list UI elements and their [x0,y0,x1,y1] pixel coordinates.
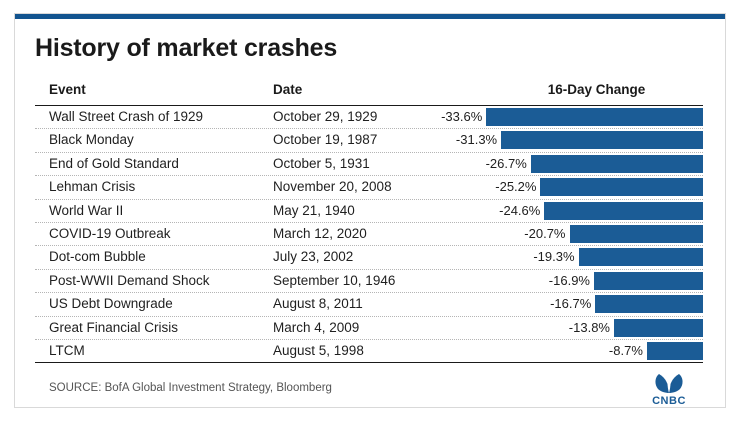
table-row [35,340,703,363]
cell-date: October 5, 1931 [273,155,370,171]
cell-event: Wall Street Crash of 1929 [49,109,204,124]
source-note: SOURCE: BofA Global Investment Strategy, Bloomberg [49,382,332,394]
cell-date: March 12, 2020 [273,225,367,241]
bar [544,202,703,220]
bar [570,225,704,243]
cell-event: Great Financial Crisis [49,319,179,335]
bar-cell [470,340,703,362]
bar-value-label: -25.2% [495,179,537,195]
bar-value-label: -31.3% [455,132,498,148]
bar [540,178,703,196]
bar-value-label: -16.9% [548,272,590,288]
bar [595,295,703,313]
table-row [35,153,703,176]
bar-cell [455,129,703,151]
table-row [35,317,703,340]
table-row [35,223,703,246]
cell-event: US Debt Downgrade [49,296,173,312]
cell-date: October 29, 1929 [273,109,378,124]
bar-value-label: -13.8% [568,319,610,335]
bar-cell [470,176,703,198]
bar-value-label: -8.7% [608,342,643,358]
cell-event: Post-WWII Demand Shock [49,272,210,288]
cell-event: LTCM [49,342,85,358]
accent-bar [15,14,725,19]
cell-date: March 4, 2009 [273,319,360,335]
bar-cell [470,317,703,339]
table-row [35,176,703,199]
table-row [35,270,703,293]
column-header-change: 16-Day Change [547,82,646,97]
bar [647,342,703,360]
bar-value-label: -26.7% [485,155,527,171]
cell-event: Black Monday [49,132,134,148]
bar-cell [441,106,703,128]
cell-date: November 20, 2008 [273,179,392,195]
bar-cell [470,293,703,315]
cell-date: August 8, 2011 [273,296,363,312]
cell-event: End of Gold Standard [49,155,179,171]
table-row [35,129,703,152]
bar-value-label: -24.6% [499,202,541,218]
column-header-event: Event [49,82,86,97]
cell-date: August 5, 1998 [273,342,364,358]
table-header [35,82,703,106]
bar-value-label: -20.7% [524,225,566,241]
table-row [35,200,703,223]
cell-date: October 19, 1987 [273,132,378,148]
bar-cell [470,246,703,268]
cnbc-logo [635,372,703,408]
cell-date: September 10, 1946 [273,272,396,288]
cell-event: COVID-19 Outbreak [49,225,171,241]
bar [501,131,703,149]
bar-cell [470,270,703,292]
cell-date: July 23, 2002 [273,249,354,265]
cnbc-wordmark: CNBC [652,395,686,407]
page-title: History of market crashes [35,34,338,62]
bar-cell [470,200,703,222]
table-row [35,106,703,129]
column-header-date: Date [273,82,303,97]
bar-cell [470,153,703,175]
table-row [35,246,703,269]
bar-value-label: -16.7% [550,296,592,312]
cell-event: World War II [49,202,124,218]
cell-event: Lehman Crisis [49,179,136,195]
cnbc-peacock-icon [652,372,686,394]
cell-date: May 21, 1940 [273,202,355,218]
bar [486,108,703,126]
bar [531,155,703,173]
cell-event: Dot-com Bubble [49,249,146,265]
bar [579,248,703,266]
bar-cell [470,223,703,245]
chart-card [14,13,726,408]
table-row [35,293,703,316]
bar-value-label: -33.6% [441,109,483,124]
bar [594,272,703,290]
table-body [35,106,703,363]
bar-value-label: -19.3% [533,249,575,265]
bar [614,319,703,337]
